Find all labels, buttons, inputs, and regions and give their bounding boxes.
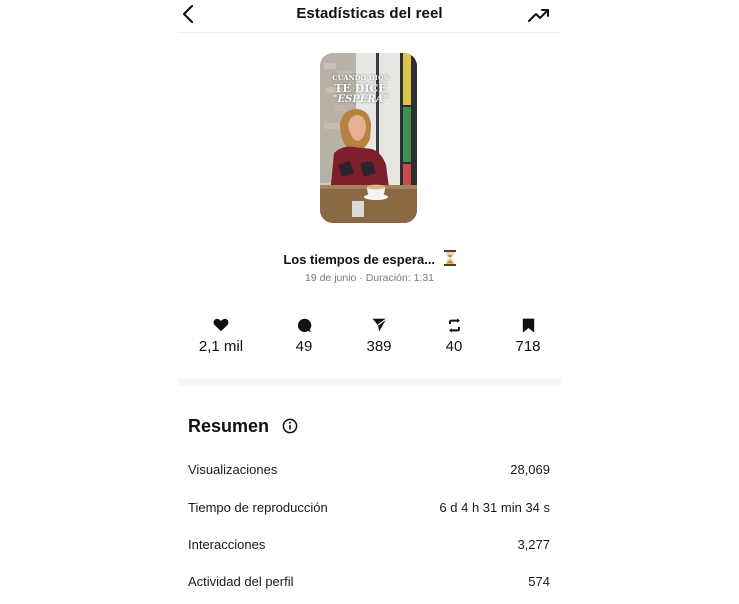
page-title: Estadísticas del reel [296, 5, 443, 22]
summary-row-views[interactable] [188, 462, 550, 480]
reel-meta: 19 de junio · Duración: 1:31 [305, 272, 434, 284]
summary-row-profile-activity[interactable] [188, 574, 550, 592]
shares-count: 389 [366, 338, 392, 355]
saves-stat[interactable] [493, 317, 563, 355]
info-icon [282, 418, 298, 434]
thumbnail-caption-line3: "ESPERA" [332, 93, 389, 105]
summary-row-label: Actividad del perfil [188, 574, 294, 589]
likes-stat[interactable] [186, 317, 256, 355]
summary-title: Resumen [188, 416, 270, 436]
shares-stat[interactable] [344, 317, 414, 355]
summary-row-value: 28,069 [510, 462, 550, 477]
summary-row-label: Visualizaciones [188, 462, 278, 477]
reposts-count: 40 [445, 338, 463, 355]
summary-row-interactions[interactable] [188, 537, 550, 555]
top-bar [178, 0, 561, 33]
reel-thumbnail[interactable] [320, 53, 417, 223]
summary-row-label: Interacciones [188, 537, 266, 552]
reel-insights-screen [178, 0, 561, 604]
summary-row-value: 6 d 4 h 31 min 34 s [439, 500, 550, 515]
thumbnail-caption-line2: TE DICE [334, 81, 387, 95]
bookmark-icon [522, 318, 535, 333]
section-divider [178, 378, 561, 386]
repost-icon [447, 318, 462, 333]
summary-row-value: 574 [528, 574, 550, 589]
summary-row-value: 3,277 [517, 537, 550, 552]
hourglass-icon [444, 250, 456, 269]
info-button[interactable] [282, 418, 298, 434]
reposts-stat[interactable] [419, 317, 489, 355]
comments-stat[interactable] [269, 317, 339, 355]
heart-icon [213, 318, 229, 332]
reel-title [178, 250, 561, 269]
send-icon [372, 318, 387, 332]
thumbnail-caption [320, 75, 401, 105]
comment-icon [297, 318, 312, 333]
saves-count: 718 [515, 338, 541, 355]
reel-title-text: Los tiempos de espera... [283, 252, 436, 267]
comments-count: 49 [295, 338, 313, 355]
summary-row-label: Tiempo de reproducción [188, 500, 328, 515]
likes-count: 2,1 mil [198, 338, 244, 355]
summary-row-watch-time[interactable] [188, 500, 550, 518]
trend-button[interactable] [527, 4, 551, 26]
thumbnail-caption-line1: CUANDO DIOS [332, 74, 389, 82]
trending-up-icon [528, 7, 550, 23]
